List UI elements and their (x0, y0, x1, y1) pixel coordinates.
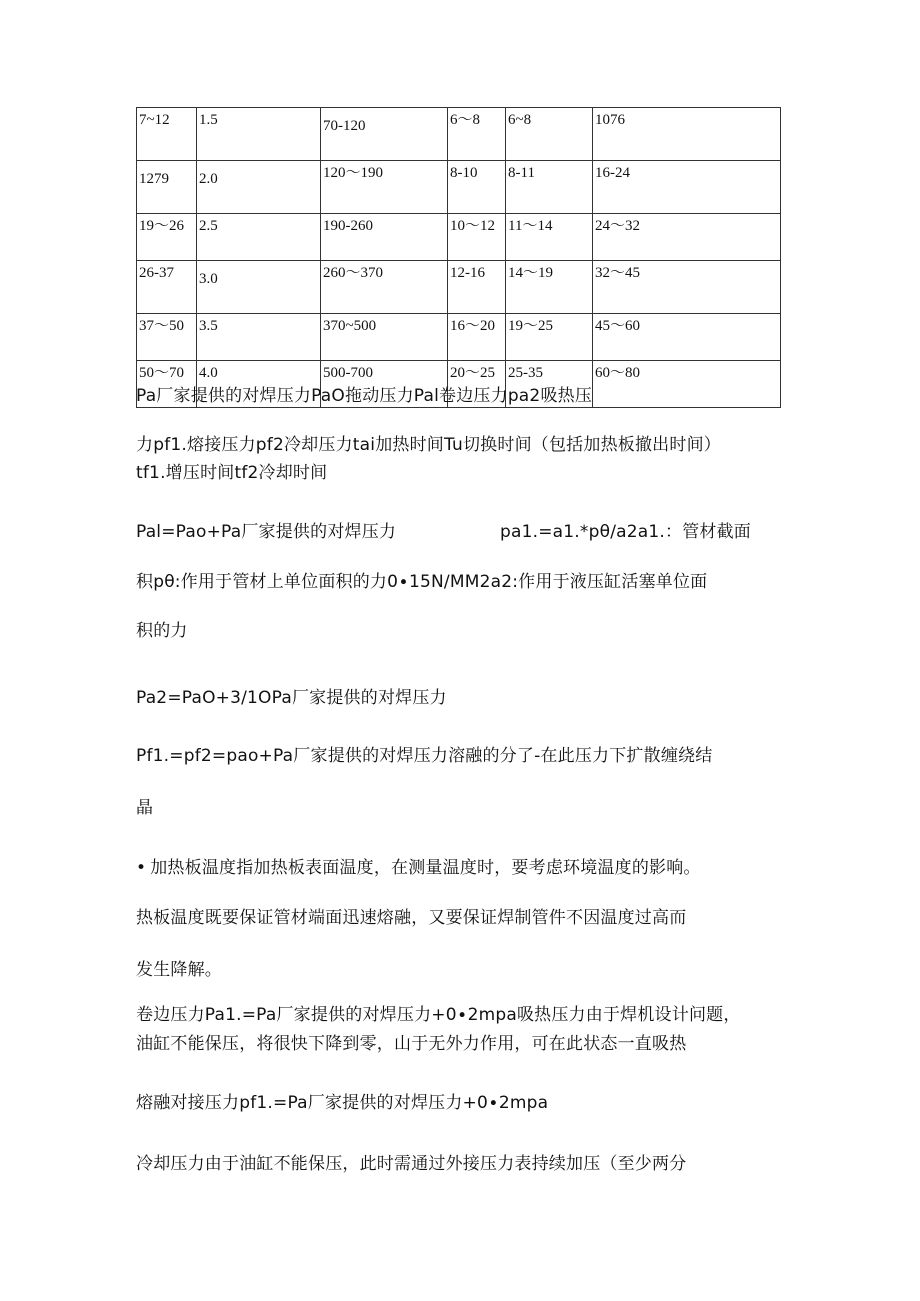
pf-formula-line-2: 晶 (136, 798, 154, 818)
pa1-formula: pa1.=a1.*pθ∕a2a1.：管材截面 (500, 522, 751, 542)
table-row (137, 108, 781, 161)
bead-pressure-line-1: 卷边压力Pa1.=Pa厂家提供的对焊压力+0∙2mpa吸热压力由于焊机设计问题， (136, 1005, 741, 1025)
table-cell: 16～20 (448, 314, 506, 361)
table-cell: 1279 (137, 161, 197, 214)
table-cell: 500-700 (321, 361, 448, 408)
table-cell: 3.0 (197, 261, 321, 314)
table-cell: 60～80 (593, 361, 781, 408)
table-cell: 20～25 (448, 361, 506, 408)
table-cell: 260～370 (321, 261, 448, 314)
table-cell: 19～26 (137, 214, 197, 261)
table-cell: 6～8 (448, 108, 506, 161)
table-cell: 1076 (593, 108, 781, 161)
table-cell: 1.5 (197, 108, 321, 161)
symbol-definitions-line-1: Pa厂家提供的对焊压力PaO拖动压力Pal卷边压力pa2吸热压 (136, 386, 593, 406)
table-row (137, 261, 781, 314)
bead-pressure-line-2: 油缸不能保压，将很快下降到零，山于无外力作用，可在此状态一直吸热 (136, 1034, 687, 1054)
pal-formula: Pal=Pao+Pa厂家提供的对焊压力 (136, 522, 397, 542)
table-row (137, 161, 781, 214)
table-row (137, 314, 781, 361)
bullet-icon: • (136, 858, 147, 878)
pa2-formula: Pa2=PaO+3/1OPa厂家提供的对焊压力 (136, 688, 447, 708)
table-cell: 4.0 (197, 361, 321, 408)
table-cell: 24～32 (593, 214, 781, 261)
table-cell: 32～45 (593, 261, 781, 314)
table-cell: 14～19 (506, 261, 593, 314)
table-row (137, 214, 781, 261)
table-cell: 7~12 (137, 108, 197, 161)
heating-plate-note-text: 加热板温度指加热板表面温度，在测量温度时，要考虑环境温度的影响。 (150, 858, 701, 878)
table-cell: 190-260 (321, 214, 448, 261)
cooling-pressure-line: 冷却压力由于油缸不能保压，此时需通过外接压力表持续加压（至少两分 (136, 1154, 687, 1174)
symbol-definitions-line-3: tf1.增压时间tf2冷却时间 (136, 463, 328, 483)
pa1-formula-line-2: 积pθ:作用于管材上单位面积的力0∙15N∕MM2a2:作用于液压缸活塞单位面 (136, 572, 708, 592)
parameter-table-grid (136, 107, 781, 408)
table-cell: 10～12 (448, 214, 506, 261)
heating-plate-note-line-3: 发生降解。 (136, 960, 222, 980)
table-cell: 11～14 (506, 214, 593, 261)
heating-plate-note-line-2: 热板温度既要保证管材端面迅速熔融，又要保证焊制管件不因温度过高而 (136, 908, 687, 928)
symbol-definitions-line-2: 力pf1.熔接压力pf2冷却压力tai加热时间Tu切换时间（包括加热板撤出时间） (136, 435, 721, 455)
table-cell: 45～60 (593, 314, 781, 361)
table-cell: 50～70 (137, 361, 197, 408)
table-cell: 2.5 (197, 214, 321, 261)
table-cell: 2.0 (197, 161, 321, 214)
table-cell: 3.5 (197, 314, 321, 361)
table-cell: 370~500 (321, 314, 448, 361)
table-cell: 120～190 (321, 161, 448, 214)
table-cell: 70-120 (321, 108, 448, 161)
table-cell: 25-35 (506, 361, 593, 408)
fusion-pressure-line: 熔融对接压力pf1.=Pa厂家提供的对焊压力+0∙2mpa (136, 1093, 549, 1113)
table-cell: 6~8 (506, 108, 593, 161)
table-cell: 26-37 (137, 261, 197, 314)
table-cell: 37～50 (137, 314, 197, 361)
table-cell: 16-24 (593, 161, 781, 214)
table-cell: 8-11 (506, 161, 593, 214)
table-cell: 19～25 (506, 314, 593, 361)
table-cell: 8-10 (448, 161, 506, 214)
pf-formula-line-1: Pf1.=pf2=pao+Pa厂家提供的对焊压力溶融的分了-在此压力下扩散缠绕结 (136, 746, 713, 766)
heating-plate-note-line-1 (136, 856, 786, 880)
parameter-table (136, 107, 780, 408)
pa1-formula-line-3: 积的力 (136, 621, 188, 641)
table-cell: 12-16 (448, 261, 506, 314)
